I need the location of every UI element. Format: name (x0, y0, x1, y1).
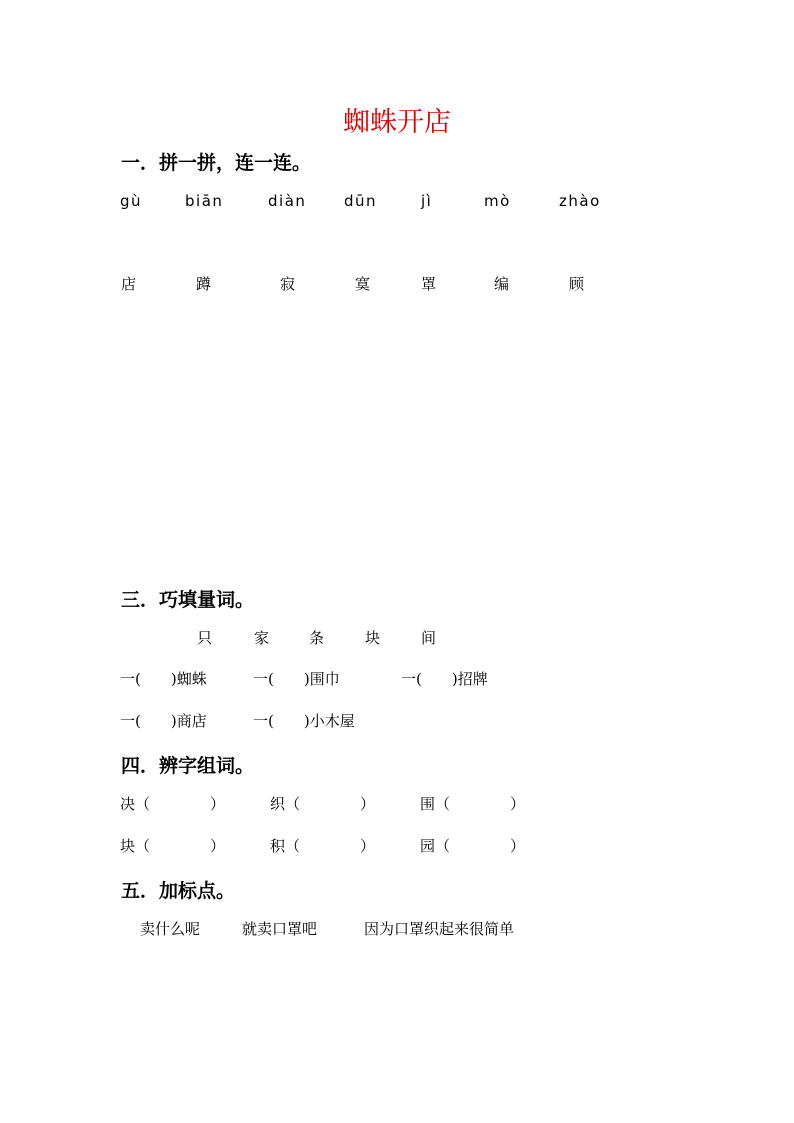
character-item[interactable]: 寂 (280, 275, 296, 293)
pinyin-item: zhào (559, 192, 601, 210)
section-1-heading: 一．拼一拼，连一连。 (121, 152, 312, 174)
option-word: 条 (309, 629, 325, 647)
character-item[interactable]: 编 (494, 275, 510, 293)
option-word: 间 (421, 629, 437, 647)
pinyin-item: biān (185, 192, 224, 210)
word-group-blank[interactable]: 园（ ） (420, 837, 526, 855)
punctuation-phrase: 就卖口罩吧 (242, 920, 318, 938)
measure-word-blank[interactable]: 一( )围巾 (253, 670, 340, 688)
punctuation-phrase: 因为口罩织起来很简单 (364, 920, 515, 938)
section-3-heading: 三．巧填量词。 (121, 589, 255, 611)
option-word: 只 (197, 629, 213, 647)
word-group-blank[interactable]: 积（ ） (270, 837, 376, 855)
pinyin-item: gù (120, 192, 143, 210)
character-item[interactable]: 蹲 (196, 275, 212, 293)
word-group-blank[interactable]: 围（ ） (420, 795, 526, 813)
character-item[interactable]: 罩 (421, 275, 437, 293)
punctuation-phrase: 卖什么呢 (140, 920, 201, 938)
measure-word-blank[interactable]: 一( )招牌 (401, 670, 488, 688)
page-title: 蜘蛛开店 (343, 107, 451, 138)
section-4-heading: 四．辨字组词。 (121, 755, 255, 777)
section-5-heading: 五．加标点。 (121, 880, 236, 902)
measure-word-blank[interactable]: 一( )蜘蛛 (120, 670, 207, 688)
word-group-blank[interactable]: 织（ ） (270, 795, 376, 813)
measure-word-blank[interactable]: 一( )小木屋 (253, 712, 355, 730)
option-word: 块 (365, 629, 381, 647)
character-item[interactable]: 寞 (355, 275, 371, 293)
character-item[interactable]: 顾 (569, 275, 585, 293)
word-group-blank[interactable]: 块（ ） (120, 837, 226, 855)
character-item[interactable]: 店 (121, 275, 137, 293)
option-word: 家 (254, 629, 270, 647)
pinyin-item: mò (484, 192, 511, 210)
pinyin-item: dūn (344, 192, 378, 210)
pinyin-item: jì (421, 192, 433, 210)
measure-word-blank[interactable]: 一( )商店 (120, 712, 207, 730)
word-group-blank[interactable]: 决（ ） (120, 795, 226, 813)
pinyin-item: diàn (268, 192, 307, 210)
